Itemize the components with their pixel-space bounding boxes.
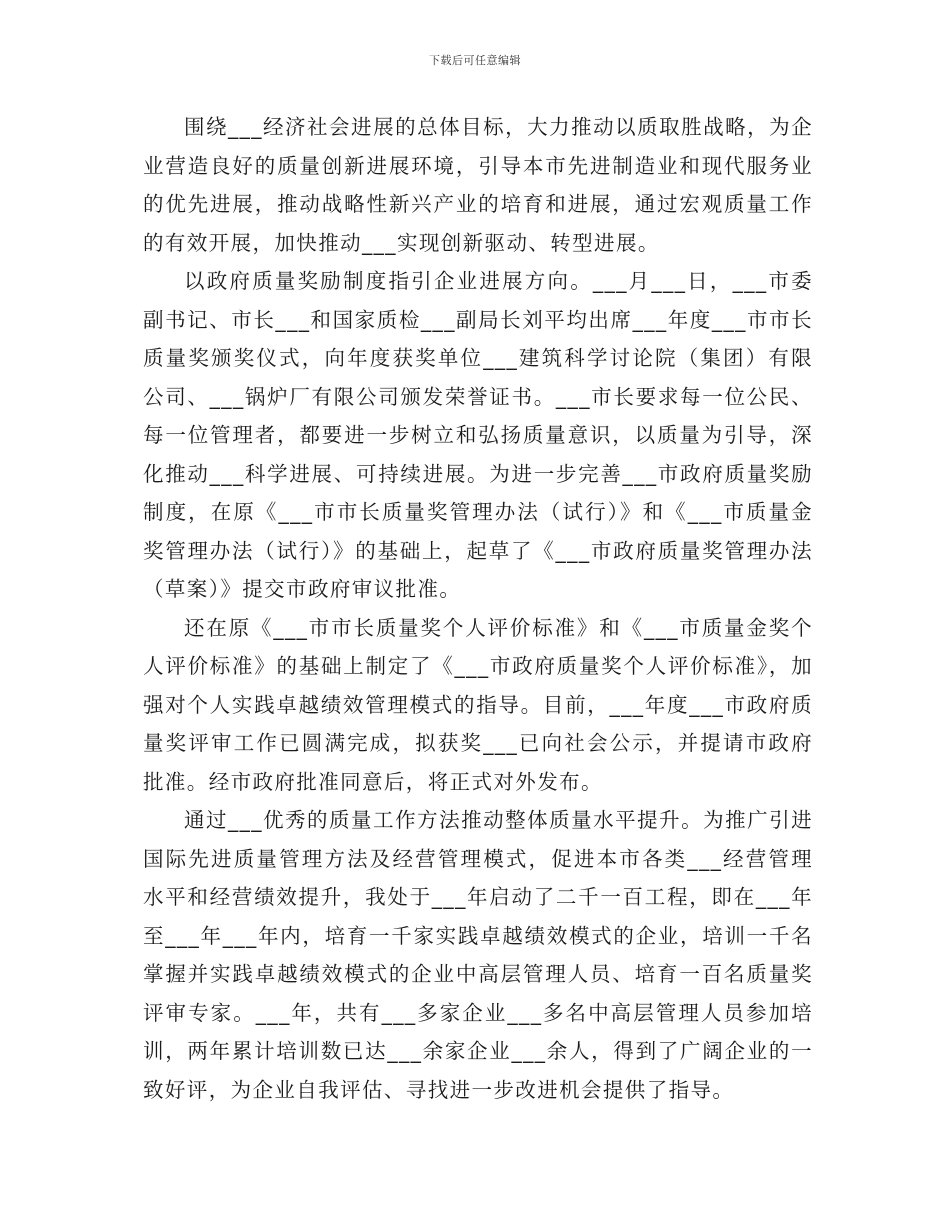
page-header-note: 下载后可任意编辑 — [429, 54, 521, 67]
paragraph-4: 通过___优秀的质量工作方法推动整体质量水平提升。为推广引进国际先进质量管理方法及经营管理模式，促进本市各类___经营管理水平和经营绩效提升，我处于___年启动了二千一百工程，即在___年至___年___年内，培育一千家实践卓越绩效模式的企业，培训一千名掌握并实践卓越绩效模式的企业中高层管理人员、培育一百名质量奖评审专家。___年，共有___多家企业___多名中高层管理人员参加培训，两年累计培训数已达___余家企业___余人，得到了广阔企业的一致好评，为企业自我评估、寻找进一步改进机会提供了指导。 — [143, 808, 813, 1102]
paragraph-2: 以政府质量奖励制度指引企业进展方向。___月___日，___市委副书记、市长___和国家质检___副局长刘平均出席___年度___市市长质量奖颁奖仪式，向年度获奖单位___建筑科学讨论院（集团）有限公司、___锅炉厂有限公司颁发荣誉证书。___市长要求每一位公民、每一位管理者，都要进一步树立和弘扬质量意识，以质量为引导，深化推动___科学进展、可持续进展。为进一步完善___市政府质量奖励制度，在原《___市市长质量奖管理办法（试行）》和《___市质量金奖管理办法（试行）》的基础上，起草了《___市政府质量奖管理办法（草案）》提交市政府审议批准。 — [143, 269, 813, 601]
document-body — [143, 108, 813, 1109]
paragraph-3: 还在原《___市市长质量奖个人评价标准》和《___市质量金奖个人评价标准》的基础上制定了《___市政府质量奖个人评价标准》，加强对个人实践卓越绩效管理模式的指导。目前，___年度___市政府质量奖评审工作已圆满完成，拟获奖___已向社会公示，并提请市政府批准。经市政府批准同意后，将正式对外发布。 — [143, 615, 813, 794]
paragraph-1: 围绕___经济社会进展的总体目标，大力推动以质取胜战略，为企业营造良好的质量创新进展环境，引导本市先进制造业和现代服务业的优先进展，推动战略性新兴产业的培育和进展，通过宏观质量工作的有效开展，加快推动___实现创新驱动、转型进展。 — [143, 115, 813, 255]
